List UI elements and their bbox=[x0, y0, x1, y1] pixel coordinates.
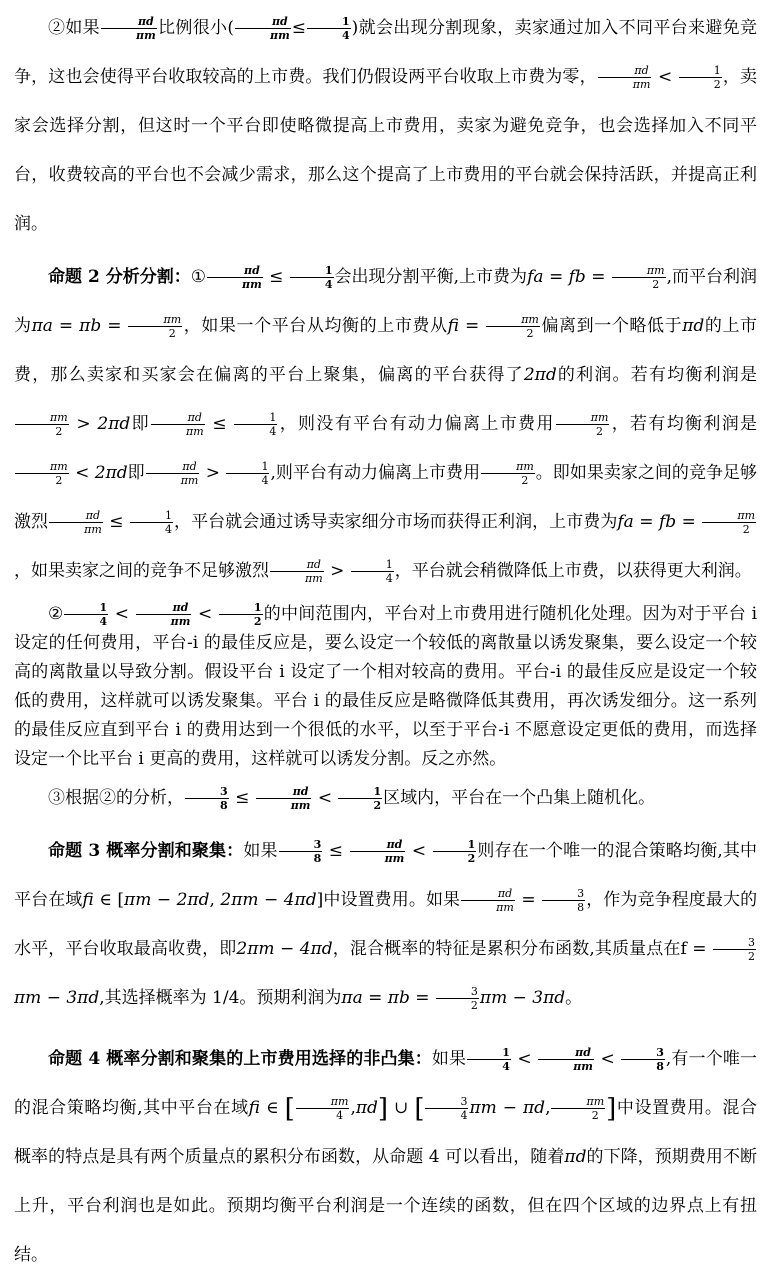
fraction-one-quarter: $\frac{1}{4}$ bbox=[234, 411, 277, 438]
paragraph-convex-set: ③根据②的分析， $\frac{3}{8}$ ≤ $\frac{\pi d}{\pi m}$ < $\frac{1}{2}$ 区域内，平台在一个凸集上随机化。 bbox=[48, 785, 656, 812]
fraction-pim-2: $\frac{\pi m}{2}$ bbox=[15, 411, 69, 438]
fraction-pid-pim: $\frac{\pi d}{\pi m}$ bbox=[49, 509, 103, 536]
fraction-one-quarter: $\frac{1}{4}$ bbox=[467, 1046, 511, 1073]
fraction-pid-pim: $\frac{\pi d}{\pi m}$ bbox=[146, 460, 200, 487]
fraction-one-quarter: $\frac{1}{4}$ bbox=[290, 264, 334, 291]
fraction-pim-2: $\frac{\pi m}{2}$ bbox=[556, 411, 610, 438]
fraction-pim-2: $\frac{\pi m}{2}$ bbox=[486, 313, 540, 340]
text: ②如果 bbox=[48, 18, 101, 38]
fraction-pid-pim: $\frac{\pi d}{\pi m}$ bbox=[136, 601, 192, 628]
fraction-pid-pim: $\frac{\pi d}{\pi m}$ bbox=[101, 15, 157, 42]
fraction-pid-pim: $\frac{\pi d}{\pi m}$ bbox=[235, 15, 291, 42]
proposition-4: 命题 4 概率分割和聚集的上市费用选择的非凸集：如果 $\frac{1}{4}$ < $\frac{\pi d}{\pi m}$ < $\frac{3}{8}$ ,有一个唯一的混合策略均衡,其中平台在域fi ∈ [ $\frac{\pi m}{4}$ ,πd] ∪ [ $\frac{3}{4}$ πm − πd, $\frac{\pi m}{2}$ ]中设置费用。混合概率的特点是具有两个质量点的累积分布函数，从命题 4 可以看出，随着πd的下降，预期费用不断上升，平台利润也是如此。预期均衡平台利润是一个连续的函数，但在四个区域的边界点上有扭结。 bbox=[14, 1046, 758, 1265]
fraction-three-eighths: $\frac{3}{8}$ bbox=[621, 1046, 665, 1073]
proposition-title: 命题 2 分析分割： bbox=[48, 267, 191, 287]
fraction-pim-2: $\frac{\pi m}{2}$ bbox=[551, 1095, 605, 1122]
fraction-three-eighths: $\frac{3}{8}$ bbox=[542, 887, 585, 914]
fraction-pid-pim: $\frac{\pi d}{\pi m}$ bbox=[256, 785, 312, 812]
fraction-three-eighths: $\frac{3}{8}$ bbox=[279, 838, 323, 865]
fraction-pid-pim: $\frac{\pi d}{\pi m}$ bbox=[151, 411, 205, 438]
fraction-pid-pim: $\frac{\pi d}{\pi m}$ bbox=[538, 1046, 594, 1073]
fraction-pim-2: $\frac{\pi m}{2}$ bbox=[128, 313, 182, 340]
proposition-3: 命题 3 概率分割和聚集：如果 $\frac{3}{8}$ ≤ $\frac{\pi d}{\pi m}$ < $\frac{1}{2}$ 则存在一个唯一的混合策略均衡,其中平台在域fi ∈ [πm − 2πd, 2πm − 4πd]中设置费用。如果 $\frac{\pi d}{\pi m}$ = $\frac{3}{8}$ ，作为竞争程度最大的水平，平台收取最高收费，即2πm − 4πd，混合概率的特征是累积分布函数,其质量点在f = $\frac{3}{2}$ πm − 3πd,其选择概率为 1/4。预期利润为πa = πb = $\frac{3}{2}$ πm − 3πd。 bbox=[14, 838, 758, 1012]
fraction-pid-pim: $\frac{\pi d}{\pi m}$ bbox=[207, 264, 263, 291]
fraction-one-half: $\frac{1}{2}$ bbox=[679, 64, 722, 91]
fraction-three-halves: $\frac{3}{2}$ bbox=[436, 985, 479, 1012]
fraction-one-quarter: $\frac{1}{4}$ bbox=[226, 460, 269, 487]
text: 比例很小( bbox=[157, 18, 235, 38]
fraction-pid-pim: $\frac{\pi d}{\pi m}$ bbox=[598, 64, 652, 91]
paragraph-segmentation-intro: ②如果 $\frac{\pi d}{\pi m}$ 比例很小( $\frac{\pi d}{\pi m}$ ≤ $\frac{1}{4}$ )就会出现分割现象，卖家通过加入不同平台来避免竞争，这也会使得平台收取较高的上市费。我们仍假设两平台收取上市费为零， $\frac{\pi d}{\pi m}$ < $\frac{1}{2}$ ，卖家会选择分割，但这时一个平台即使略微提高上市费用，卖家为避免竞争，也会选择加入不同平台，收费较高的平台也不会减少需求，那么这个提高了上市费用的平台就会保持活跃，并提高正利润。 bbox=[14, 15, 758, 234]
proposition-title: 命题 3 概率分割和聚集： bbox=[48, 841, 244, 861]
fraction-three-eighths: $\frac{3}{8}$ bbox=[185, 785, 229, 812]
proposition-title: 命题 4 概率分割和聚集的上市费用选择的非凸集： bbox=[48, 1049, 432, 1069]
fraction-one-quarter: $\frac{1}{4}$ bbox=[307, 15, 351, 42]
fraction-pim-4: $\frac{\pi m}{4}$ bbox=[296, 1095, 350, 1122]
text: 的中间范围内，平台对上市费用进行随机化处理。因为对于平台 i 设定的任何费用，平台-i 的最佳反应是，要么设定一个较低的离散量以诱发聚集，要么设定一个较高的离散量以导致分割。假设平台 i 设定了一个相对较高的费用。平台-i 的最佳反应是设定一个较低的费用，这样就可以诱发聚集。平台 i 的最佳反应是略微降低其费用，再次诱发细分。这一系列的最佳反应直到平台 i 的费用达到一个很低的水平，以至于平台-i 不愿意设定更低的费用，而选择设定一个比平台 i 更高的费用，这样就可以诱发分割。反之亦然。 bbox=[14, 604, 758, 769]
fraction-one-quarter: $\frac{1}{4}$ bbox=[130, 509, 173, 536]
fraction-one-half: $\frac{1}{2}$ bbox=[338, 785, 382, 812]
fraction-one-quarter: $\frac{1}{4}$ bbox=[351, 558, 394, 585]
fraction-one-half: $\frac{1}{2}$ bbox=[433, 838, 477, 865]
fraction-three-quarters: $\frac{3}{4}$ bbox=[425, 1095, 468, 1122]
fraction-pim-2: $\frac{\pi m}{2}$ bbox=[612, 264, 666, 291]
text: )就会出现分割现象，卖家通过加入不同平台来避免竞争，这也会使得平台收取较高的上市费。我们仍假设两平台收取上市费为零， bbox=[14, 18, 757, 87]
fraction-pid-pim: $\frac{\pi d}{\pi m}$ bbox=[350, 838, 406, 865]
fraction-pid-pim: $\frac{\pi d}{\pi m}$ bbox=[270, 558, 324, 585]
fraction-pid-pim: $\frac{\pi d}{\pi m}$ bbox=[461, 887, 515, 914]
fraction-pim-2: $\frac{\pi m}{2}$ bbox=[481, 460, 535, 487]
fraction-pim-2: $\frac{\pi m}{2}$ bbox=[15, 460, 69, 487]
fraction-pim-2: $\frac{\pi m}{2}$ bbox=[702, 509, 756, 536]
fraction-one-half: $\frac{1}{2}$ bbox=[219, 601, 263, 628]
fraction-three-halves: $\frac{3}{2}$ bbox=[713, 936, 756, 963]
paragraph-randomization: ② $\frac{1}{4}$ < $\frac{\pi d}{\pi m}$ < $\frac{1}{2}$ 的中间范围内，平台对上市费用进行随机化处理。因为对于平台 i 设定的任何费用，平台-i 的最佳反应是，要么设定一个较低的离散量以诱发聚集，要么设定一个较高的离散量以导致分割。假设平台 i 设定了一个相对较高的费用。平台-i 的最佳反应是设定一个较低的费用，这样就可以诱发聚集。平台 i 的最佳反应是略微降低其费用，再次诱发细分。这一系列的最佳反应直到平台 i 的费用达到一个很低的水平，以至于平台-i 不愿意设定更低的费用，而选择设定一个比平台 i 更高的费用，这样就可以诱发分割。反之亦然。 bbox=[14, 601, 758, 769]
proposition-2: 命题 2 分析分割：① $\frac{\pi d}{\pi m}$ ≤ $\frac{1}{4}$ 会出现分割平衡,上市费为fa = fb = $\frac{\pi m}{2}$ ,而平台利润为πa = πb = $\frac{\pi m}{2}$ ，如果一个平台从均衡的上市费从fi = $\frac{\pi m}{2}$ 偏离到一个略低于πd的上市费，那么卖家和买家会在偏离的平台上聚集，偏离的平台获得了2πd的利润。若有均衡利润是 $\frac{\pi m}{2}$ > 2πd即 $\frac{\pi d}{\pi m}$ ≤ $\frac{1}{4}$ ，则没有平台有动力偏离上市费用 $\frac{\pi m}{2}$ ，若有均衡利润是 $\frac{\pi m}{2}$ < 2πd即 $\frac{\pi d}{\pi m}$ > $\frac{1}{4}$ ,则平台有动力偏离上市费用 $\frac{\pi m}{2}$ 。即如果卖家之间的竞争足够激烈 $\frac{\pi d}{\pi m}$ ≤ $\frac{1}{4}$ ，平台就会通过诱导卖家细分市场而获得正利润，上市费为fa = fb = $\frac{\pi m}{2}$ ，如果卖家之间的竞争不足够激烈 $\frac{\pi d}{\pi m}$ > $\frac{1}{4}$ ，平台就会稍微降低上市费，以获得更大利润。 bbox=[14, 264, 758, 585]
fraction-one-quarter: $\frac{1}{4}$ bbox=[64, 601, 108, 628]
text: ，卖家会选择分割，但这时一个平台即使略微提高上市费用，卖家为避免竞争，也会选择加入不同平台，收费较高的平台也不会减少需求，那么这个提高了上市费用的平台就会保持活跃，并提高正利润。 bbox=[14, 67, 758, 234]
